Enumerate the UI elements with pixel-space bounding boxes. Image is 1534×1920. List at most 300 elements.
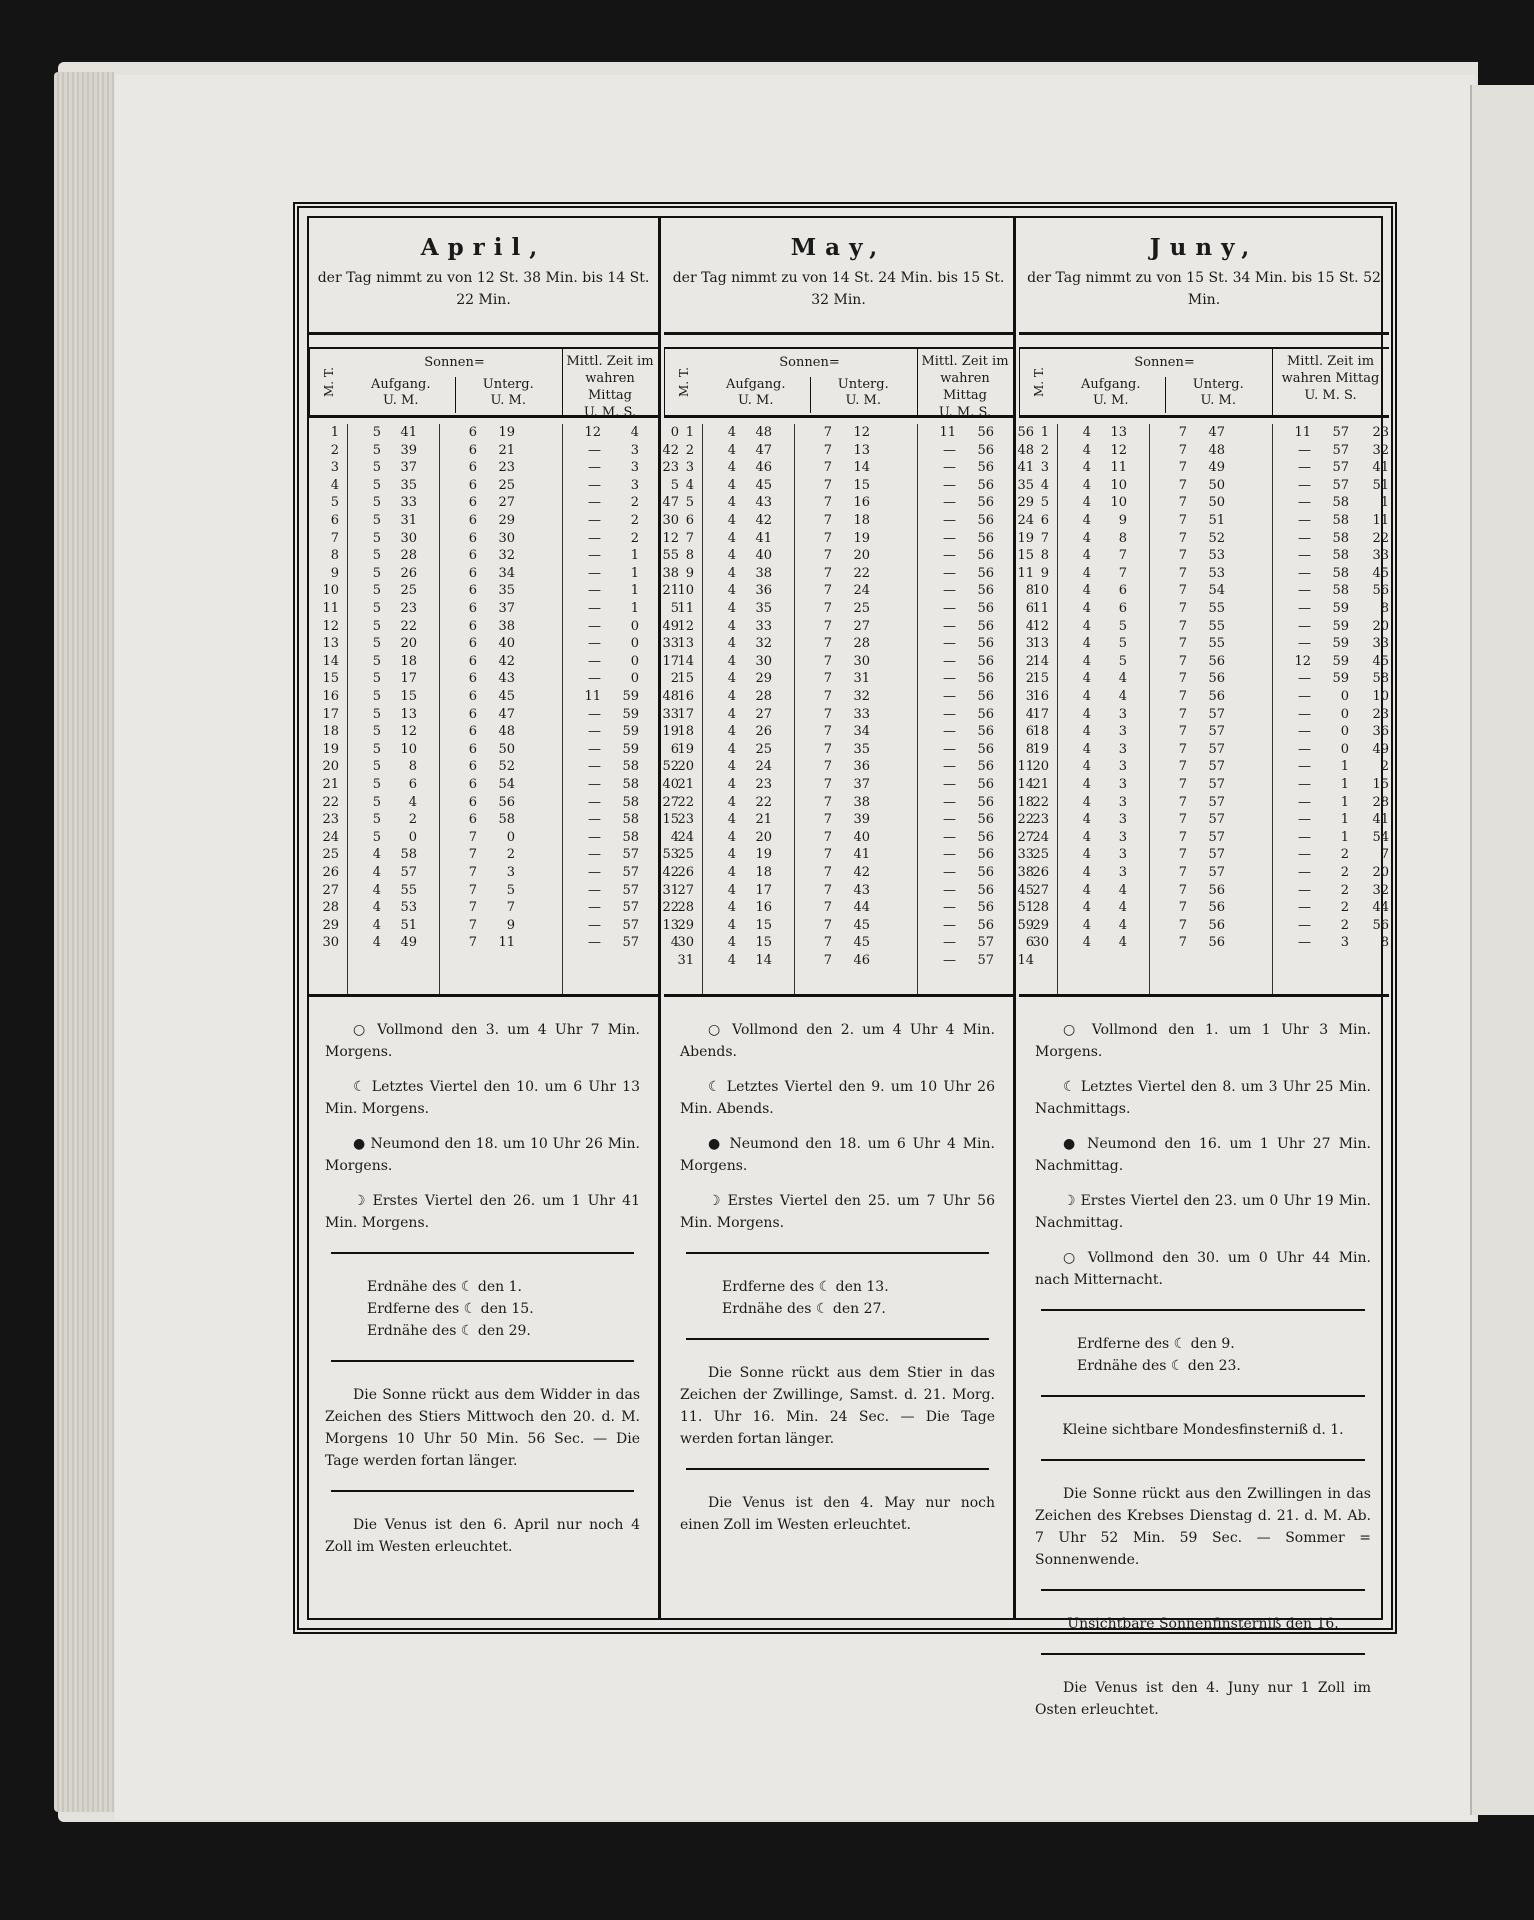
cell: 58 xyxy=(622,759,639,775)
cell: — xyxy=(943,759,956,775)
cell: 5 xyxy=(372,741,381,757)
cell: 7 xyxy=(823,689,832,704)
cell: 4 xyxy=(1082,900,1091,916)
table-row xyxy=(664,794,1034,812)
cell: 56 xyxy=(977,812,994,828)
cell: — xyxy=(1298,917,1311,933)
cell: — xyxy=(588,583,601,599)
cell: 4 xyxy=(727,953,736,968)
cell: 7 xyxy=(1178,724,1187,740)
cell: 21 xyxy=(677,777,694,792)
cell: 7 xyxy=(823,583,832,599)
cell: 37 xyxy=(498,601,515,616)
cell: — xyxy=(588,777,601,792)
cell: — xyxy=(943,689,956,704)
cell: 4 xyxy=(727,724,736,740)
cell: 58 xyxy=(1332,548,1349,564)
cell: — xyxy=(1298,900,1311,916)
cell: 57 xyxy=(400,865,417,880)
cell: 4 xyxy=(1082,495,1091,511)
cell: — xyxy=(1298,495,1311,511)
cell: 28 xyxy=(1372,794,1389,810)
cell: 30 xyxy=(662,513,679,528)
cell: 4 xyxy=(1118,917,1127,933)
sun-ingress-note: Die Sonne rückt aus den Zwillingen in das Zeichen des Krebses Dienstag d. 21. d. M. Ab. 7 Uhr 52 Min. 59 Sec. — Sommer = Sonnenwende. xyxy=(1035,1486,1371,1568)
divider xyxy=(1041,1309,1365,1311)
moon-phase: ○ Vollmond den 30. um 0 Uhr 44 Min. nach Mitternacht. xyxy=(1035,1250,1371,1288)
cell: — xyxy=(1298,935,1311,951)
table-row xyxy=(1019,706,1389,724)
cell: 56 xyxy=(977,460,994,476)
cell: 6 xyxy=(468,759,477,775)
cell: 23 xyxy=(400,601,417,616)
cell: 28 xyxy=(853,636,870,652)
cell: 5 xyxy=(685,495,694,511)
cell: 41 xyxy=(755,530,772,546)
cell: 48 xyxy=(1017,442,1034,458)
cell: 11 xyxy=(1017,759,1034,775)
cell: 56 xyxy=(977,777,994,792)
cell: 13 xyxy=(662,917,679,933)
cell: 4 xyxy=(330,477,339,493)
cell: 53 xyxy=(662,847,679,863)
cell: 18 xyxy=(853,513,870,528)
cell: 35 xyxy=(853,741,870,757)
cell: 21 xyxy=(1032,777,1049,792)
cell: — xyxy=(943,829,956,845)
month-header xyxy=(309,218,658,335)
cell: — xyxy=(588,829,601,845)
cell: — xyxy=(943,601,956,616)
cell: 18 xyxy=(322,724,339,740)
cell: 4 xyxy=(1025,618,1034,634)
cell: 15 xyxy=(755,917,772,933)
cell: 4 xyxy=(727,759,736,775)
cell: 48 xyxy=(498,724,515,740)
table-row xyxy=(1019,899,1389,917)
table-row xyxy=(664,899,1034,917)
cell: — xyxy=(943,460,956,476)
table-row xyxy=(309,864,679,882)
cell: 4 xyxy=(727,565,736,581)
cell: 11 xyxy=(677,601,694,616)
cell: 1 xyxy=(630,583,639,599)
cell: — xyxy=(588,882,601,898)
moon-distance: Erdferne des ☾ den 9. xyxy=(1077,1336,1235,1352)
cell: 7 xyxy=(823,900,832,916)
cell: 26 xyxy=(677,865,694,880)
moon-distance: Erdferne des ☾ den 13. xyxy=(722,1279,889,1295)
cell: — xyxy=(588,794,601,810)
cell: 29 xyxy=(322,917,339,933)
table-row xyxy=(309,565,679,583)
cell: 58 xyxy=(1332,583,1349,599)
cell: 6 xyxy=(468,477,477,493)
cell: 47 xyxy=(1208,425,1225,440)
cell: 39 xyxy=(400,442,417,458)
cell: 19 xyxy=(677,741,694,757)
cell: 58 xyxy=(622,777,639,792)
cell: 2 xyxy=(670,671,679,687)
cell: 3 xyxy=(1118,812,1127,828)
cell: 32 xyxy=(1372,442,1389,458)
cell: 8 xyxy=(1025,583,1034,599)
cell: — xyxy=(1298,671,1311,687)
cell: 57 xyxy=(1332,477,1349,493)
cell: 49 xyxy=(1208,460,1225,476)
cell: 6 xyxy=(468,689,477,704)
cell: 6 xyxy=(408,777,417,792)
cell: 7 xyxy=(1178,513,1187,528)
cell: 25 xyxy=(677,847,694,863)
table-row xyxy=(309,512,679,530)
cell: 3 xyxy=(1340,935,1349,951)
cell: 7 xyxy=(1178,689,1187,704)
cell: 4 xyxy=(372,900,381,916)
cell: 32 xyxy=(755,636,772,652)
table-row xyxy=(664,618,1034,636)
cell: 7 xyxy=(823,829,832,845)
cell: 7 xyxy=(1178,460,1187,476)
moon-distance: Erdnähe des ☾ den 27. xyxy=(722,1301,886,1317)
cell: 4 xyxy=(727,777,736,792)
cell: 5 xyxy=(372,689,381,704)
cell: 36 xyxy=(853,759,870,775)
cell: 16 xyxy=(322,689,339,704)
cell: 45 xyxy=(853,917,870,933)
cell: 4 xyxy=(727,442,736,458)
cell: 57 xyxy=(1208,829,1225,845)
cell: 7 xyxy=(468,847,477,863)
moon-phase: ☾ Letztes Viertel den 8. um 3 Uhr 25 Min. Nachmittags. xyxy=(1035,1079,1371,1117)
month-header xyxy=(664,218,1013,335)
cell: 6 xyxy=(468,636,477,652)
header-sunrise-label: Aufgang. xyxy=(371,377,431,392)
cell: 18 xyxy=(677,724,694,740)
month-column xyxy=(1019,218,1389,1718)
cell: 6 xyxy=(468,495,477,511)
cell: 12 xyxy=(677,618,694,634)
divider xyxy=(331,1360,634,1362)
cell: 8 xyxy=(685,548,694,564)
table-row xyxy=(1019,846,1389,864)
cell: 24 xyxy=(1017,513,1034,528)
cell: 2 xyxy=(1040,442,1049,458)
table-row xyxy=(309,424,679,442)
cell: 52 xyxy=(662,759,679,775)
cell: 14 xyxy=(677,653,694,669)
cell: 45 xyxy=(1017,882,1034,898)
moon-phase: ● Neumond den 16. um 1 Uhr 27 Min. Nachmittag. xyxy=(1035,1136,1371,1174)
cell: 56 xyxy=(977,513,994,528)
cell: 4 xyxy=(727,847,736,863)
cell: 4 xyxy=(1082,865,1091,880)
cell: 59 xyxy=(1332,671,1349,687)
cell: 7 xyxy=(1178,671,1187,687)
cell: — xyxy=(588,653,601,669)
cell: 18 xyxy=(1017,794,1034,810)
cell: 59 xyxy=(622,724,639,740)
venus-note: Die Venus ist den 4. May nur noch einen Zoll im Westen erleuchtet. xyxy=(680,1495,995,1533)
moon-notes xyxy=(664,997,1013,1536)
table-row xyxy=(309,530,679,548)
cell: 4 xyxy=(1082,829,1091,845)
cell: 4 xyxy=(1082,724,1091,740)
cell: 58 xyxy=(498,812,515,828)
table-body xyxy=(309,424,679,994)
cell: 10 xyxy=(677,583,694,599)
cell: 4 xyxy=(1082,601,1091,616)
cell: 2 xyxy=(408,812,417,828)
cell: 4 xyxy=(372,847,381,863)
cell: 13 xyxy=(677,636,694,652)
cell: 5 xyxy=(372,706,381,722)
cell: 2 xyxy=(1340,900,1349,916)
cell: 4 xyxy=(1118,935,1127,951)
cell: 6 xyxy=(1025,724,1034,740)
cell: 4 xyxy=(670,829,679,845)
cell: 7 xyxy=(468,917,477,933)
cell: 4 xyxy=(727,935,736,951)
facing-page-edge xyxy=(1470,85,1534,1815)
cell: 51 xyxy=(1017,900,1034,916)
cell: 5 xyxy=(372,794,381,810)
cell: 29 xyxy=(755,671,772,687)
table-body xyxy=(664,424,1034,994)
cell: 59 xyxy=(1332,653,1349,669)
cell: 59 xyxy=(1332,618,1349,634)
cell: 11 xyxy=(1017,565,1034,581)
cell: 14 xyxy=(755,953,772,968)
cell: 4 xyxy=(727,812,736,828)
cell: — xyxy=(588,706,601,722)
cell: 5 xyxy=(372,477,381,493)
cell: 58 xyxy=(622,812,639,828)
table-row xyxy=(309,706,679,724)
moon-phase: ☾ Letztes Viertel den 10. um 6 Uhr 13 Min. Morgens. xyxy=(325,1079,640,1117)
cell: 57 xyxy=(977,935,994,951)
cell: 4 xyxy=(1082,741,1091,757)
header-mean-time-label: Mittl. Zeit im wahren Mittag xyxy=(566,354,654,403)
cell: 7 xyxy=(823,847,832,863)
cell: 32 xyxy=(498,548,515,564)
cell: 7 xyxy=(1178,548,1187,564)
table-row xyxy=(1019,424,1389,442)
divider xyxy=(331,1490,634,1492)
cell: 50 xyxy=(1208,477,1225,493)
cell: 2 xyxy=(1340,917,1349,933)
cell: — xyxy=(588,442,601,458)
cell: 54 xyxy=(498,777,515,792)
cell: 5 xyxy=(372,565,381,581)
cell: 57 xyxy=(1208,777,1225,792)
cell: 4 xyxy=(372,935,381,951)
cell: 15 xyxy=(755,935,772,951)
cell: 56 xyxy=(977,829,994,845)
cell: 5 xyxy=(372,442,381,458)
cell: 19 xyxy=(322,741,339,757)
cell: 5 xyxy=(372,530,381,546)
cell: 41 xyxy=(400,425,417,440)
cell: 7 xyxy=(1178,759,1187,775)
cell: — xyxy=(943,900,956,916)
cell: 24 xyxy=(853,583,870,599)
cell: 59 xyxy=(622,741,639,757)
cell: 56 xyxy=(977,636,994,652)
cell: 4 xyxy=(1082,847,1091,863)
cell: 16 xyxy=(853,495,870,511)
cell: 56 xyxy=(1208,917,1225,933)
cell: 56 xyxy=(977,671,994,687)
cell: 57 xyxy=(1332,425,1349,440)
header-sunset-label: Unterg. xyxy=(482,377,534,392)
cell: 56 xyxy=(977,759,994,775)
header-sunrise xyxy=(347,377,456,413)
cell: 4 xyxy=(1082,671,1091,687)
header-sun-label: Sonnen= xyxy=(424,355,485,370)
cell: 4 xyxy=(727,653,736,669)
table-row xyxy=(1019,758,1389,776)
cell: 46 xyxy=(853,953,870,968)
venus-note: Die Venus ist den 4. Juny nur 1 Zoll im Osten erleuchtet. xyxy=(1035,1680,1371,1718)
cell: 7 xyxy=(823,671,832,687)
table-row xyxy=(309,917,679,935)
calendar-frame xyxy=(293,202,1397,1718)
table-row xyxy=(1019,547,1389,565)
cell: 1 xyxy=(1340,812,1349,828)
cell: 7 xyxy=(468,882,477,898)
cell: 7 xyxy=(823,812,832,828)
cell: 33 xyxy=(400,495,417,511)
cell: 4 xyxy=(727,530,736,546)
cell: 17 xyxy=(677,706,694,722)
cell: 27 xyxy=(853,618,870,634)
cell: 10 xyxy=(1110,495,1127,511)
cell: — xyxy=(1298,513,1311,528)
cell: 7 xyxy=(1178,706,1187,722)
cell: 22 xyxy=(662,900,679,916)
cell: 45 xyxy=(1372,653,1389,669)
cell: 23 xyxy=(322,812,339,828)
cell: 40 xyxy=(662,777,679,792)
divider xyxy=(1041,1589,1365,1591)
table-row xyxy=(1019,864,1389,882)
cell: 30 xyxy=(853,653,870,669)
cell: 8 xyxy=(1118,530,1127,546)
header-sunrise xyxy=(702,377,811,413)
header-sunset-unit: U. M. xyxy=(490,393,526,408)
cell: 16 xyxy=(677,689,694,704)
cell: — xyxy=(588,671,601,687)
table-row xyxy=(664,600,1034,618)
cell: 57 xyxy=(622,882,639,898)
cell: 4 xyxy=(1082,636,1091,652)
cell: 1 xyxy=(1040,425,1049,440)
cell: — xyxy=(588,636,601,652)
cell: 21 xyxy=(662,583,679,599)
cell: 34 xyxy=(853,724,870,740)
cell: 15 xyxy=(1372,777,1389,792)
cell: 4 xyxy=(1118,900,1127,916)
cell: 18 xyxy=(400,653,417,669)
table-row xyxy=(664,706,1034,724)
header-sunrise-label: Aufgang. xyxy=(1081,377,1141,392)
cell: 5 xyxy=(372,425,381,440)
cell: 13 xyxy=(1032,636,1049,652)
cell: 10 xyxy=(1032,583,1049,599)
cell: 0 xyxy=(630,636,639,652)
cell: 5 xyxy=(372,829,381,845)
cell: — xyxy=(588,477,601,493)
table-row xyxy=(664,494,1034,512)
cell: 11 xyxy=(1110,460,1127,476)
cell: 4 xyxy=(1118,882,1127,898)
cell: 42 xyxy=(662,865,679,880)
cell: — xyxy=(1298,583,1311,599)
cell: — xyxy=(1298,829,1311,845)
cell: 28 xyxy=(400,548,417,564)
cell: 38 xyxy=(853,794,870,810)
table-row xyxy=(1019,565,1389,583)
table-row xyxy=(1019,776,1389,794)
cell: 3 xyxy=(1118,706,1127,722)
cell: 12 xyxy=(1294,653,1311,669)
cell: 3 xyxy=(1118,741,1127,757)
divider xyxy=(686,1468,989,1470)
cell: 7 xyxy=(1118,565,1127,581)
cell: — xyxy=(588,741,601,757)
cell: 15 xyxy=(322,671,339,687)
cell: — xyxy=(588,917,601,933)
table-row xyxy=(664,477,1034,495)
cell: 25 xyxy=(755,741,772,757)
cell: 6 xyxy=(468,653,477,669)
cell: 11 xyxy=(1372,513,1389,528)
table-row xyxy=(1019,618,1389,636)
cell: 32 xyxy=(1372,882,1389,898)
table-row xyxy=(309,653,679,671)
cell: 30 xyxy=(1032,935,1049,951)
table-row xyxy=(1019,917,1389,935)
table-row xyxy=(309,442,679,460)
cell: 4 xyxy=(1082,653,1091,669)
cell: 4 xyxy=(727,425,736,440)
cell: 41 xyxy=(1372,812,1389,828)
cell: 35 xyxy=(1017,477,1034,493)
cell: 5 xyxy=(372,653,381,669)
table-row xyxy=(1019,477,1389,495)
header-mean-time-unit: U. M. S. xyxy=(583,405,637,420)
cell: 56 xyxy=(1208,653,1225,669)
cell: 7 xyxy=(823,865,832,880)
cell: 8 xyxy=(408,759,417,775)
cell: 3 xyxy=(1118,865,1127,880)
cell: 26 xyxy=(400,565,417,581)
cell: 59 xyxy=(1017,917,1034,933)
cell: 42 xyxy=(662,442,679,458)
month-title: April, xyxy=(420,234,547,261)
cell: 20 xyxy=(322,759,339,775)
cell: 38 xyxy=(498,618,515,634)
cell: 7 xyxy=(1178,565,1187,581)
cell: 4 xyxy=(1082,935,1091,951)
table-row xyxy=(309,776,679,794)
cell: 59 xyxy=(1332,636,1349,652)
table-row xyxy=(664,829,1034,847)
cell: 17 xyxy=(755,882,772,898)
cell: 57 xyxy=(1208,794,1225,810)
cell: 4 xyxy=(1082,425,1091,440)
